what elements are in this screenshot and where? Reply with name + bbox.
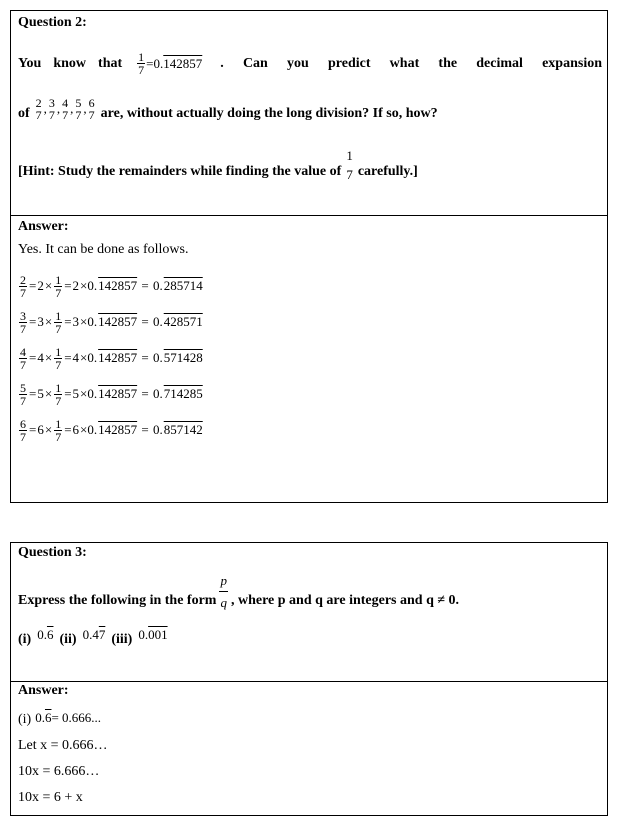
answer-3-line: 10x = 6.666… [18,764,100,779]
equation-row: $\frac{2}{7}$ = 2 × $\frac{1}{7}$ = 2 ×0. 142857 = 0. 285714 [20,272,203,300]
equation-row: $\frac{4}{7}$ = 4 × $\frac{1}{7}$ = 4 ×0. 142857 = 0. 571428 [20,344,203,372]
question-2-hint: [Hint: Study the remainders while finding the value of 1 7 carefully.] [18,148,418,182]
answer-2-equations [18,268,203,448]
question-2-title: Question 2: [18,15,87,30]
repeating-digits: 142857 [163,55,203,71]
answer-2-section [11,215,607,502]
equation-row: $\frac{3}{7}$ = 3 × $\frac{1}{7}$ = 3 ×0. 142857 = 0. 428571 [20,308,203,336]
question-3-title: Question 3: [18,545,87,560]
part-i-value: 0.6 [37,627,54,642]
p-over-q-fraction: $\frac{p}{q}$ [220,572,227,610]
question-2-line1: You know that $\frac{1}{7}$ =0. 142857 . Can you predict what the decimal expansion [18,50,602,77]
answer-3-section [11,681,607,815]
answer-2-title: Answer: [18,219,69,234]
part-ii-value: 0.47 [82,627,106,642]
answer-3-part-i: (i) 0.6= 0.666... [18,710,102,727]
equation-row: $\frac{5}{7}$ = 5 × $\frac{1}{7}$ = 5 ×0. 142857 = 0. 714285 [20,380,203,408]
question-2-section [11,11,607,215]
word-know: know [53,55,87,71]
answer-3-line: Let x = 0.666… [18,738,108,753]
fraction-list: 2 7 , 3 7 , 4 7 , 5 7 , 6 7 [35,96,95,122]
one-seventh-expression: $\frac{1}{7}$ =0. 142857 [138,50,203,77]
word-you: You [18,55,42,71]
equation-row: $\frac{6}{7}$ = 6 × $\frac{1}{7}$ = 6 ×0. 142857 = 0. 857142 [20,416,203,444]
question-2-line2: of 2 7 , 3 7 , 4 7 , 5 7 , 6 7 are, without actually doing the long division? If so, how? [18,96,438,122]
question-3-box [10,542,608,816]
question-3-parts: (i) 0.6 (ii) 0.47 (iii) 0.001 [18,627,168,647]
fraction-one-seventh: $\frac{1}{7}$ [138,50,145,77]
word-that: that [98,55,123,71]
answer-3-line: 10x = 6 + x [18,790,83,805]
question-3-line: Express the following in the form $\frac{p}{q}$ , where p and q are integers and q ≠ 0. [18,572,460,610]
part-iii-value: 0.001 [138,627,168,642]
answer-3-title: Answer: [18,683,69,698]
question-2-box [10,10,608,503]
hint-fraction: 1 7 [346,148,353,182]
answer-2-intro: Yes. It can be done as follows. [18,242,189,257]
question-3-section [11,543,607,681]
